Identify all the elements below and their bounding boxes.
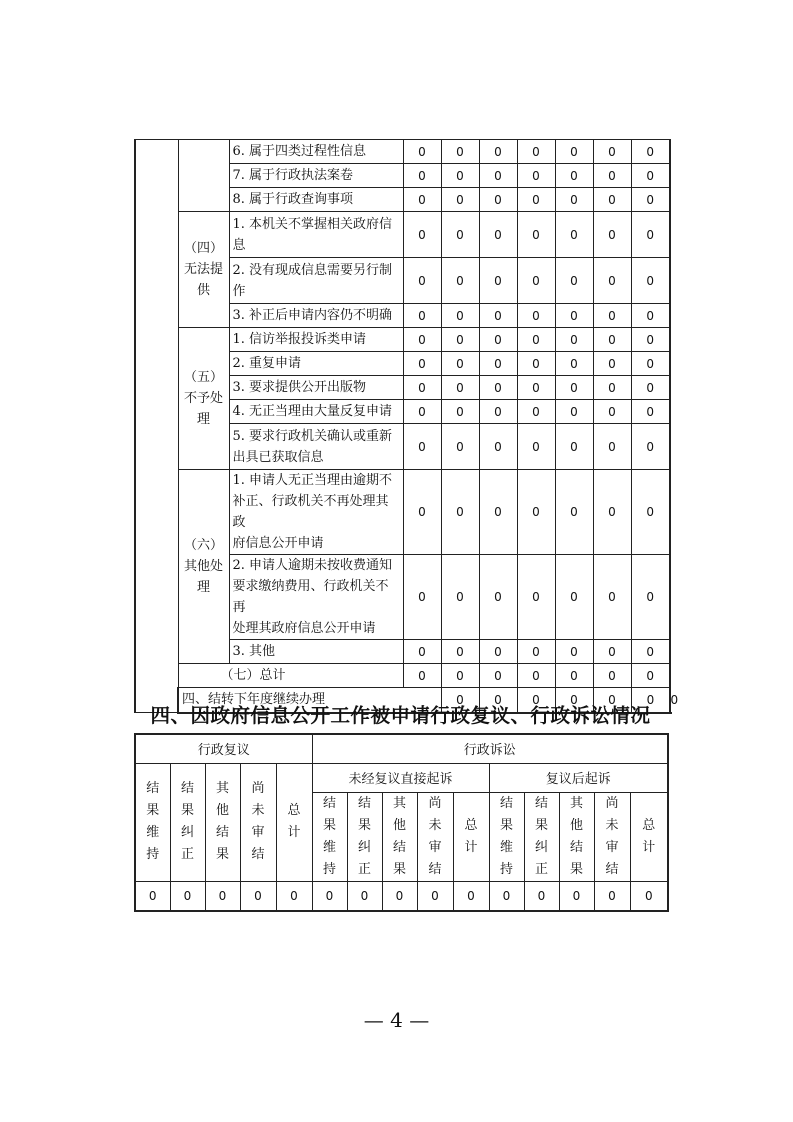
vertical-header-char: 未 bbox=[428, 817, 442, 833]
value-cell: 0 bbox=[479, 376, 517, 400]
value-cell: 0 bbox=[276, 881, 312, 911]
row-label bbox=[229, 555, 403, 640]
vertical-header-char: 结 bbox=[499, 795, 513, 811]
value-cell: 0 bbox=[170, 881, 205, 911]
value-cell: 0 bbox=[441, 688, 479, 713]
vertical-header-char: 持 bbox=[146, 847, 160, 862]
value-cell: 0 bbox=[631, 400, 670, 424]
value-cell: 0 bbox=[593, 212, 631, 258]
vertical-header-char: 尚 bbox=[251, 781, 265, 796]
group-label-line: （六） bbox=[183, 538, 223, 553]
col-direct-corrected bbox=[347, 792, 382, 881]
value-cell: 0 bbox=[205, 881, 240, 911]
value-cell: 0 bbox=[479, 352, 517, 376]
value-cell: 0 bbox=[593, 164, 631, 188]
value-cell: 0 bbox=[441, 188, 479, 212]
row-label-line: 府信息公开申请 bbox=[232, 536, 324, 551]
row-label-line: 3. 要求提供公开出版物 bbox=[232, 380, 367, 395]
vertical-header-char: 计 bbox=[464, 839, 478, 855]
vertical-header-char: 结 bbox=[569, 839, 583, 855]
group-label-line: 理 bbox=[196, 412, 210, 427]
vertical-header-char: 他 bbox=[215, 803, 229, 818]
col-review-corrected bbox=[170, 763, 205, 881]
vertical-header-char: 未 bbox=[605, 817, 619, 833]
vertical-header-char: 持 bbox=[322, 861, 336, 877]
row-label-line: 处理其政府信息公开申请 bbox=[232, 621, 376, 636]
header-litigation-after-review: 复议后起诉 bbox=[489, 763, 668, 792]
group-label-line: （四） bbox=[183, 241, 223, 256]
vertical-header-char: 审 bbox=[428, 839, 442, 855]
value-cell: 0 bbox=[593, 400, 631, 424]
vertical-header-char: 果 bbox=[499, 817, 513, 833]
vertical-header-char: 正 bbox=[357, 861, 371, 877]
value-cell: 0 bbox=[479, 688, 517, 713]
value-cell: 0 bbox=[403, 640, 441, 664]
vertical-header-char: 结 bbox=[322, 795, 336, 811]
row-label-line: 要求缴纳费用、行政机关不再 bbox=[232, 579, 389, 615]
row-label bbox=[229, 258, 403, 304]
value-cell: 0 bbox=[403, 328, 441, 352]
group-label-line: 无法提 bbox=[183, 262, 223, 277]
group-label-line: （五） bbox=[183, 370, 223, 385]
value-cell: 0 bbox=[631, 164, 670, 188]
value-cell: 0 bbox=[441, 424, 479, 470]
value-cell: 0 bbox=[417, 881, 453, 911]
value-cell: 0 bbox=[593, 664, 631, 688]
group-label-line: 其他处 bbox=[183, 559, 223, 574]
value-cell: 0 bbox=[441, 640, 479, 664]
value-cell: 0 bbox=[441, 328, 479, 352]
value-cell: 0 bbox=[403, 212, 441, 258]
value-cell: 0 bbox=[631, 140, 670, 164]
vertical-header-char: 果 bbox=[357, 817, 371, 833]
value-cell: 0 bbox=[517, 188, 555, 212]
value-cell: 0 bbox=[559, 881, 594, 911]
value-cell: 0 bbox=[441, 555, 479, 640]
value-cell: 0 bbox=[517, 328, 555, 352]
vertical-header-char: 果 bbox=[392, 861, 406, 877]
value-cell: 0 bbox=[517, 140, 555, 164]
value-cell: 0 bbox=[593, 352, 631, 376]
row-label bbox=[229, 328, 403, 352]
value-cell: 0 bbox=[479, 188, 517, 212]
value-cell: 0 bbox=[631, 352, 670, 376]
group-label-group4 bbox=[178, 212, 229, 328]
value-cell: 0 bbox=[631, 640, 670, 664]
vertical-header-char: 纠 bbox=[357, 839, 371, 855]
col-review-other bbox=[205, 763, 240, 881]
row-label bbox=[229, 470, 403, 555]
row-label-line: 3. 其他 bbox=[232, 644, 276, 659]
value-cell: 0 bbox=[441, 304, 479, 328]
value-cell: 0 bbox=[135, 881, 170, 911]
value-cell: 0 bbox=[517, 424, 555, 470]
col-direct-pending bbox=[417, 792, 453, 881]
row-label: 7. 属于行政执法案卷 bbox=[229, 164, 403, 188]
header-administrative-litigation: 行政诉讼 bbox=[312, 734, 668, 763]
value-cell: 0 bbox=[555, 664, 593, 688]
value-cell: 0 bbox=[517, 376, 555, 400]
row-label-line: 1. 本机关不掌握相关政府信 bbox=[232, 216, 393, 232]
value-cell: 0 bbox=[593, 424, 631, 470]
vertical-header-char: 结 bbox=[357, 795, 371, 811]
value-cell: 0 bbox=[517, 664, 555, 688]
col-direct-total bbox=[453, 792, 489, 881]
value-cell: 0 bbox=[479, 664, 517, 688]
vertical-header-char: 计 bbox=[642, 839, 656, 855]
row-label bbox=[229, 424, 403, 470]
row-label bbox=[229, 212, 403, 258]
row-label: 6. 属于四类过程性信息 bbox=[229, 140, 403, 164]
col-review-pending bbox=[240, 763, 276, 881]
col-review-upheld bbox=[135, 763, 170, 881]
value-cell: 0 bbox=[403, 470, 441, 555]
vertical-header-char: 尚 bbox=[605, 795, 619, 811]
vertical-header-char: 结 bbox=[428, 861, 442, 877]
value-cell: 0 bbox=[441, 470, 479, 555]
value-cell: 0 bbox=[403, 188, 441, 212]
value-cell: 0 bbox=[517, 352, 555, 376]
vertical-header-char: 结 bbox=[146, 781, 160, 796]
value-cell: 0 bbox=[631, 188, 670, 212]
row-label-line: 息 bbox=[232, 237, 246, 253]
value-cell: 0 bbox=[479, 258, 517, 304]
value-cell: 0 bbox=[555, 164, 593, 188]
value-cell: 0 bbox=[479, 164, 517, 188]
vertical-header-char: 结 bbox=[534, 795, 548, 811]
row-label-line: 5. 要求行政机关确认或重新 bbox=[232, 428, 393, 444]
value-cell: 0 bbox=[403, 258, 441, 304]
value-cell: 0 bbox=[489, 881, 524, 911]
value-cell: 0 bbox=[403, 352, 441, 376]
value-cell: 0 bbox=[631, 664, 670, 688]
value-cell: 0 bbox=[593, 258, 631, 304]
value-cell: 0 bbox=[631, 470, 670, 555]
value-cell: 0 bbox=[403, 376, 441, 400]
value-cell: 0 bbox=[631, 304, 670, 328]
vertical-header-char: 果 bbox=[534, 817, 548, 833]
vertical-header-char: 结 bbox=[180, 781, 194, 796]
vertical-header-char: 审 bbox=[251, 825, 265, 840]
value-cell: 0 bbox=[479, 328, 517, 352]
vertical-header-char: 结 bbox=[605, 861, 619, 877]
col-review-total bbox=[276, 763, 312, 881]
value-cell: 0 bbox=[347, 881, 382, 911]
vertical-header-char: 未 bbox=[251, 803, 265, 818]
value-cell: 0 bbox=[479, 212, 517, 258]
value-cell: 0 bbox=[403, 400, 441, 424]
row-label: 8. 属于行政查询事项 bbox=[229, 188, 403, 212]
value-cell: 0 bbox=[524, 881, 559, 911]
value-cell: 0 bbox=[555, 470, 593, 555]
vertical-header-char: 正 bbox=[534, 861, 548, 877]
value-cell: 0 bbox=[631, 688, 670, 713]
vertical-header-char: 其 bbox=[215, 781, 229, 796]
value-cell: 0 bbox=[441, 400, 479, 424]
disposal-results-table: 6. 属于四类过程性信息 0 0 0 0 0 0 0 7. 属于行政执法案卷 0 0 0 0 0 0 0 8. 属于行政查询事项 0 0 0 0 0 0 0 （四） 无法提 供 1. 本机关不掌握相关政府信 息 0 0 0 0 0 0 0 2. 没有现成信息需要另行制 作 0 0 0 0 0 0 0 3. 补正后申请内容仍不明确 0 0 0 0 0 0 0 （五） 不予处 理 1. 信访举报投诉类申请 0 0 0 0 0 0 0 2. 重复申请 0 0 0 0 0 0 0 3. 要求提供公开出版物 0 0 0 0 0 0 0 4. 无正当理由大量反复申请 0 0 0 0 0 0 0 5. 要求行政机关确认或重新 出具已获取信息 0 0 0 0 0 0 0 （六） 其他处 理 1. 申请人无正当理由逾期不 补正、行政机关不再处理其政 府信息公开申请 0 0 0 0 0 0 0 2. 申请人逾期未按收费通知 要求缴纳费用、行政机关不再 处理其政府信息公开申请 0 0 0 0 0 0 0 3. 其他 0 0 0 0 0 0 0 （七）总计 0 0 0 0 0 0 0 四、结转下年度继续办理 0 0 0 0 0 0 0 bbox=[134, 139, 671, 714]
value-cell: 0 bbox=[555, 555, 593, 640]
value-cell: 0 bbox=[593, 640, 631, 664]
value-cell: 0 bbox=[441, 212, 479, 258]
group-label-line: 供 bbox=[196, 283, 210, 298]
row-label-line: 1. 信访举报投诉类申请 bbox=[232, 332, 367, 347]
vertical-header-char: 计 bbox=[287, 825, 301, 840]
category-column bbox=[135, 140, 178, 713]
value-cell: 0 bbox=[479, 555, 517, 640]
value-cell: 0 bbox=[403, 664, 441, 688]
value-cell: 0 bbox=[403, 140, 441, 164]
col-direct-upheld bbox=[312, 792, 347, 881]
row-label-line: 2. 申请人逾期未按收费通知 bbox=[232, 558, 393, 573]
value-cell: 0 bbox=[441, 258, 479, 304]
value-cell: 0 bbox=[312, 881, 347, 911]
value-cell: 0 bbox=[479, 140, 517, 164]
value-cell: 0 bbox=[517, 555, 555, 640]
value-cell: 0 bbox=[631, 555, 670, 640]
group-label-group5 bbox=[178, 328, 229, 470]
value-cell: 0 bbox=[403, 164, 441, 188]
row-label-line: 3. 补正后申请内容仍不明确 bbox=[232, 308, 393, 323]
vertical-header-char: 纠 bbox=[534, 839, 548, 855]
value-cell: 0 bbox=[593, 688, 631, 713]
value-cell: 0 bbox=[555, 212, 593, 258]
value-cell: 0 bbox=[240, 881, 276, 911]
group-label-group6 bbox=[178, 470, 229, 664]
value-cell: 0 bbox=[517, 212, 555, 258]
row-label bbox=[229, 376, 403, 400]
col-after-total bbox=[630, 792, 668, 881]
row-label-line: 2. 没有现成信息需要另行制 bbox=[232, 262, 393, 278]
value-cell: 0 bbox=[555, 140, 593, 164]
value-cell: 0 bbox=[631, 376, 670, 400]
value-cell: 0 bbox=[631, 328, 670, 352]
value-cell: 0 bbox=[631, 424, 670, 470]
value-cell: 0 bbox=[593, 555, 631, 640]
value-cell: 0 bbox=[517, 304, 555, 328]
total-row-label: （七）总计 bbox=[178, 664, 403, 688]
value-cell: 0 bbox=[517, 640, 555, 664]
vertical-header-char: 果 bbox=[146, 803, 160, 818]
vertical-header-char: 纠 bbox=[180, 825, 194, 840]
value-cell: 0 bbox=[631, 258, 670, 304]
vertical-header-char: 结 bbox=[251, 847, 265, 862]
value-cell: 0 bbox=[517, 470, 555, 555]
vertical-header-char: 他 bbox=[392, 817, 406, 833]
vertical-header-char: 结 bbox=[392, 839, 406, 855]
row-label bbox=[229, 304, 403, 328]
vertical-header-char: 果 bbox=[215, 847, 229, 862]
value-cell: 0 bbox=[479, 304, 517, 328]
value-cell: 0 bbox=[479, 400, 517, 424]
vertical-header-char: 总 bbox=[287, 803, 301, 818]
value-cell: 0 bbox=[403, 555, 441, 640]
value-cell: 0 bbox=[403, 304, 441, 328]
vertical-header-char: 结 bbox=[215, 825, 229, 840]
vertical-header-char: 维 bbox=[499, 839, 513, 855]
header-administrative-review: 行政复议 bbox=[135, 734, 312, 763]
row-label-line: 作 bbox=[232, 283, 246, 299]
vertical-header-char: 他 bbox=[569, 817, 583, 833]
vertical-header-char: 其 bbox=[569, 795, 583, 811]
value-cell: 0 bbox=[630, 881, 668, 911]
vertical-header-char: 审 bbox=[605, 839, 619, 855]
value-cell: 0 bbox=[555, 688, 593, 713]
col-after-other bbox=[559, 792, 594, 881]
group-cell-blank bbox=[178, 140, 229, 212]
value-cell: 0 bbox=[403, 424, 441, 470]
value-cell: 0 bbox=[479, 424, 517, 470]
vertical-header-char: 总 bbox=[642, 817, 656, 833]
value-cell: 0 bbox=[517, 688, 555, 713]
vertical-header-char: 维 bbox=[322, 839, 336, 855]
value-cell: 0 bbox=[593, 376, 631, 400]
value-cell: 0 bbox=[517, 164, 555, 188]
row-label-line: 2. 重复申请 bbox=[232, 356, 302, 371]
vertical-header-char: 持 bbox=[499, 861, 513, 877]
value-cell: 0 bbox=[631, 212, 670, 258]
value-cell: 0 bbox=[555, 376, 593, 400]
row-label bbox=[229, 400, 403, 424]
vertical-header-char: 果 bbox=[322, 817, 336, 833]
row-label-line: 补正、行政机关不再处理其政 bbox=[232, 494, 389, 530]
row-label-line: 4. 无正当理由大量反复申请 bbox=[232, 404, 393, 419]
value-cell: 0 bbox=[593, 328, 631, 352]
value-cell: 0 bbox=[593, 304, 631, 328]
value-cell: 0 bbox=[594, 881, 630, 911]
vertical-header-char: 尚 bbox=[428, 795, 442, 811]
value-cell: 0 bbox=[517, 400, 555, 424]
vertical-header-char: 总 bbox=[464, 817, 478, 833]
value-cell: 0 bbox=[593, 188, 631, 212]
value-cell: 0 bbox=[555, 640, 593, 664]
header-direct-litigation: 未经复议直接起诉 bbox=[312, 763, 489, 792]
row-label-line: 出具已获取信息 bbox=[232, 449, 324, 465]
value-cell: 0 bbox=[593, 140, 631, 164]
group-label-line: 理 bbox=[196, 580, 210, 595]
row-label-line: 1. 申请人无正当理由逾期不 bbox=[232, 473, 393, 488]
value-cell: 0 bbox=[441, 664, 479, 688]
value-cell: 0 bbox=[555, 188, 593, 212]
vertical-header-char: 维 bbox=[146, 825, 160, 840]
value-cell: 0 bbox=[441, 164, 479, 188]
vertical-header-char: 果 bbox=[180, 803, 194, 818]
col-after-corrected bbox=[524, 792, 559, 881]
value-cell: 0 bbox=[479, 470, 517, 555]
vertical-header-char: 正 bbox=[180, 847, 194, 862]
value-cell: 0 bbox=[555, 328, 593, 352]
value-cell: 0 bbox=[555, 424, 593, 470]
vertical-header-char: 果 bbox=[569, 861, 583, 877]
col-after-pending bbox=[594, 792, 630, 881]
section-title: 四、因政府信息公开工作被申请行政复议、行政诉讼情况 bbox=[150, 704, 651, 727]
col-after-upheld bbox=[489, 792, 524, 881]
carry-over-row-label: 四、结转下年度继续办理 bbox=[178, 688, 441, 713]
value-cell: 0 bbox=[441, 352, 479, 376]
value-cell: 0 bbox=[555, 304, 593, 328]
value-cell: 0 bbox=[479, 640, 517, 664]
col-direct-other bbox=[382, 792, 417, 881]
value-cell: 0 bbox=[555, 352, 593, 376]
value-cell: 0 bbox=[555, 400, 593, 424]
value-cell: 0 bbox=[382, 881, 417, 911]
value-cell: 0 bbox=[453, 881, 489, 911]
value-cell: 0 bbox=[555, 258, 593, 304]
review-litigation-table bbox=[134, 733, 669, 912]
row-label bbox=[229, 640, 403, 664]
value-cell: 0 bbox=[517, 258, 555, 304]
group-label-line: 不予处 bbox=[183, 391, 223, 406]
value-cell: 0 bbox=[593, 470, 631, 555]
value-cell: 0 bbox=[441, 140, 479, 164]
value-cell: 0 bbox=[441, 376, 479, 400]
row-label bbox=[229, 352, 403, 376]
vertical-header-char: 其 bbox=[392, 795, 406, 811]
page-number: — 4 — bbox=[363, 1008, 430, 1032]
